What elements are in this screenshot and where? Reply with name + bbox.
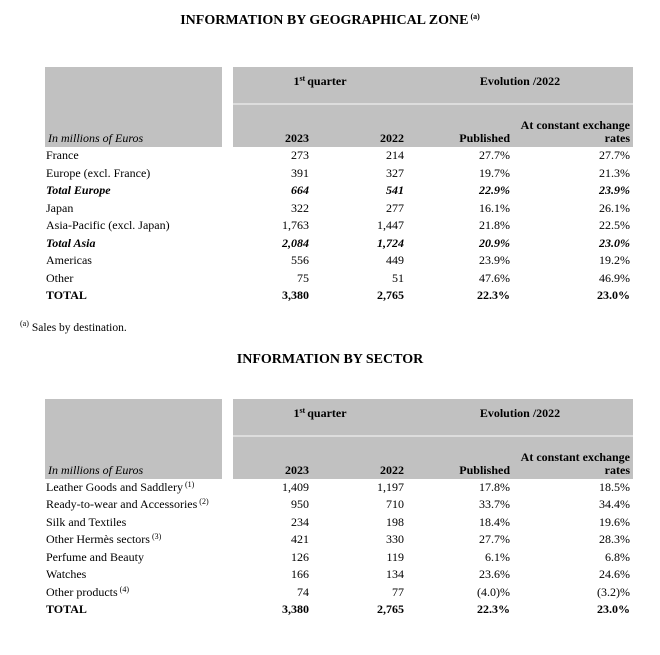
table-row <box>45 601 633 619</box>
row-value: 21.8% <box>479 218 510 232</box>
row-value: 541 <box>386 183 404 197</box>
row-label: France <box>46 148 79 162</box>
row-value: 23.9% <box>599 183 630 197</box>
quarter-word: quarter <box>307 74 347 88</box>
geo-corner-cell <box>45 67 222 147</box>
row-value: 77 <box>392 584 404 599</box>
geo-table <box>45 67 633 305</box>
row-value: 2,765 <box>377 288 404 302</box>
row-value: 28.3% <box>599 532 630 546</box>
column-header-published: Published <box>459 131 510 145</box>
table-row <box>45 252 633 270</box>
row-label: Other products $^{(4)}$ <box>46 584 129 599</box>
row-value: 46.9% <box>599 270 630 285</box>
row-value: 6.8% <box>605 549 630 564</box>
row-value: 1,763 <box>282 218 309 232</box>
quarter-num: 1 <box>293 74 300 88</box>
table-row <box>45 496 633 514</box>
geo-group-header-row <box>233 67 633 88</box>
quarter-group-header <box>233 74 407 88</box>
row-value: 198 <box>386 514 404 529</box>
table-row <box>45 514 633 532</box>
row-value: 556 <box>291 253 309 267</box>
row-value: 2,084 <box>282 235 309 250</box>
column-header-constant-rates: At constant exchange rates <box>520 118 630 145</box>
document-page <box>0 13 660 619</box>
row-label: Leather Goods and Saddlery $^{(1)}$ <box>46 479 195 494</box>
header-gap <box>222 399 233 479</box>
row-value: 27.7% <box>479 148 510 162</box>
row-value: (3.2)% <box>597 584 630 599</box>
row-value: 23.6% <box>479 567 510 581</box>
row-value: 322 <box>291 200 309 215</box>
row-value: 1,409 <box>282 479 309 494</box>
quarter-word: quarter <box>307 405 347 420</box>
row-label: TOTAL <box>46 288 87 302</box>
sector-table-body <box>45 479 633 619</box>
row-value: 27.7% <box>479 532 510 546</box>
row-value: 21.3% <box>599 165 630 180</box>
row-value: 3,380 <box>282 288 309 302</box>
footnote-marker: (a) <box>20 318 29 328</box>
row-label: Japan <box>46 200 74 215</box>
row-label: TOTAL <box>46 602 87 616</box>
quarter-num: 1 <box>293 405 300 420</box>
row-value: 214 <box>386 148 404 162</box>
row-value: 22.5% <box>599 218 630 232</box>
row-label-footnote-marker: (1) <box>184 479 195 489</box>
header-split-line <box>233 435 633 437</box>
row-value: 33.7% <box>479 497 510 511</box>
sector-group-header-row <box>233 399 633 420</box>
table-row <box>45 549 633 567</box>
row-value: 2,765 <box>377 602 404 616</box>
column-header-published: Published <box>459 462 510 477</box>
row-value: 23.0% <box>597 288 630 302</box>
sector-table <box>45 399 633 619</box>
quarter-ordinal: st <box>299 405 306 415</box>
row-value: 234 <box>291 514 309 529</box>
geo-table-header <box>45 67 633 147</box>
row-value: 277 <box>386 200 404 215</box>
geo-footnote <box>20 318 660 335</box>
table-row <box>45 182 633 200</box>
sector-corner-cell <box>45 399 222 479</box>
row-value: 74 <box>297 584 309 599</box>
row-value: 166 <box>291 567 309 581</box>
row-value: 327 <box>386 165 404 180</box>
row-label: Americas <box>46 253 92 267</box>
row-value: 16.1% <box>479 200 510 215</box>
row-label: Asia-Pacific (excl. Japan) <box>46 218 170 232</box>
sector-section-title <box>0 352 660 368</box>
evolution-group-header: Evolution /2022 <box>479 405 561 420</box>
row-label-footnote-marker: (2) <box>199 497 209 506</box>
header-gap <box>222 67 233 147</box>
row-value: 273 <box>291 148 309 162</box>
geo-section-title <box>0 13 660 29</box>
column-header-2023: 2023 <box>285 462 309 477</box>
row-value: 17.8% <box>479 479 510 494</box>
row-value: 710 <box>386 497 404 511</box>
row-label: Other Hermès sectors $^{(3)}$ <box>46 532 162 546</box>
row-value: 134 <box>386 567 404 581</box>
row-label: Perfume and Beauty <box>46 549 144 564</box>
row-label: Ready-to-wear and Accessories $^{(2)}$ <box>46 497 209 511</box>
footnote-text: Sales by destination. <box>31 321 127 334</box>
header-split-line <box>233 103 633 105</box>
row-value: 22.9% <box>479 183 510 197</box>
row-value: 23.9% <box>479 253 510 267</box>
geo-column-header-row <box>233 119 633 147</box>
row-label: Total Asia <box>46 235 96 250</box>
row-value: 20.9% <box>479 235 510 250</box>
table-row <box>45 566 633 584</box>
column-header-2023: 2023 <box>285 131 309 145</box>
table-row <box>45 287 633 305</box>
geo-header-right <box>233 67 633 147</box>
row-value: 26.1% <box>599 200 630 215</box>
column-header-2022: 2022 <box>380 131 404 145</box>
row-value: 27.7% <box>599 148 630 162</box>
row-value: 391 <box>291 165 309 180</box>
row-value: 1,724 <box>377 235 404 250</box>
row-value: 1,197 <box>377 479 404 494</box>
row-value: 23.0% <box>599 235 630 250</box>
row-value: 119 <box>386 549 404 564</box>
row-value: 75 <box>297 270 309 285</box>
units-label: In millions of Euros <box>48 131 144 145</box>
quarter-group-header <box>233 406 407 420</box>
sector-title-text: INFORMATION BY SECTOR <box>236 351 424 367</box>
row-value: 126 <box>291 549 309 564</box>
geo-table-body <box>45 147 633 305</box>
row-label: Total Europe <box>46 183 111 197</box>
table-row <box>45 270 633 288</box>
row-value: 24.6% <box>599 567 630 581</box>
row-value: 449 <box>386 253 404 267</box>
quarter-ordinal: st <box>299 74 306 83</box>
row-value: 6.1% <box>485 549 510 564</box>
row-label-footnote-marker: (3) <box>151 532 162 541</box>
row-value: 22.3% <box>477 602 510 616</box>
row-value: 22.3% <box>477 288 510 302</box>
sector-column-header-row <box>233 451 633 479</box>
row-value: 18.4% <box>479 514 510 529</box>
table-row <box>45 217 633 235</box>
row-label: Watches <box>46 567 87 581</box>
table-row <box>45 235 633 253</box>
row-value: 47.6% <box>479 270 510 285</box>
table-row <box>45 200 633 218</box>
row-value: 19.6% <box>599 514 630 529</box>
row-value: (4.0)% <box>477 584 510 599</box>
row-label: Silk and Textiles <box>46 514 127 529</box>
geo-title-footnote-marker: (a) <box>470 12 480 21</box>
row-label: Europe (excl. France) <box>46 165 151 180</box>
row-label: Other <box>46 270 74 285</box>
row-value: 950 <box>291 497 309 511</box>
sector-header-right <box>233 399 633 479</box>
column-header-constant-rates: At constant exchange rates <box>520 449 630 477</box>
row-value: 19.2% <box>599 253 630 267</box>
evolution-group-header: Evolution /2022 <box>479 74 561 88</box>
row-value: 664 <box>291 183 309 197</box>
row-label-footnote-marker: (4) <box>119 584 129 594</box>
row-value: 19.7% <box>479 165 510 180</box>
row-value: 421 <box>291 532 309 546</box>
row-value: 1,447 <box>377 218 404 232</box>
column-header-2022: 2022 <box>380 462 404 477</box>
sector-table-header <box>45 399 633 479</box>
table-row <box>45 531 633 549</box>
row-value: 330 <box>386 532 404 546</box>
geo-title-text: INFORMATION BY GEOGRAPHICAL ZONE <box>180 13 469 28</box>
table-row <box>45 584 633 602</box>
row-value: 3,380 <box>282 602 309 616</box>
table-row <box>45 165 633 183</box>
row-value: 34.4% <box>599 497 630 511</box>
table-row <box>45 479 633 497</box>
row-value: 18.5% <box>599 479 630 494</box>
row-value: 51 <box>392 270 404 285</box>
units-label: In millions of Euros <box>48 462 144 477</box>
row-value: 23.0% <box>597 602 630 616</box>
table-row <box>45 147 633 165</box>
